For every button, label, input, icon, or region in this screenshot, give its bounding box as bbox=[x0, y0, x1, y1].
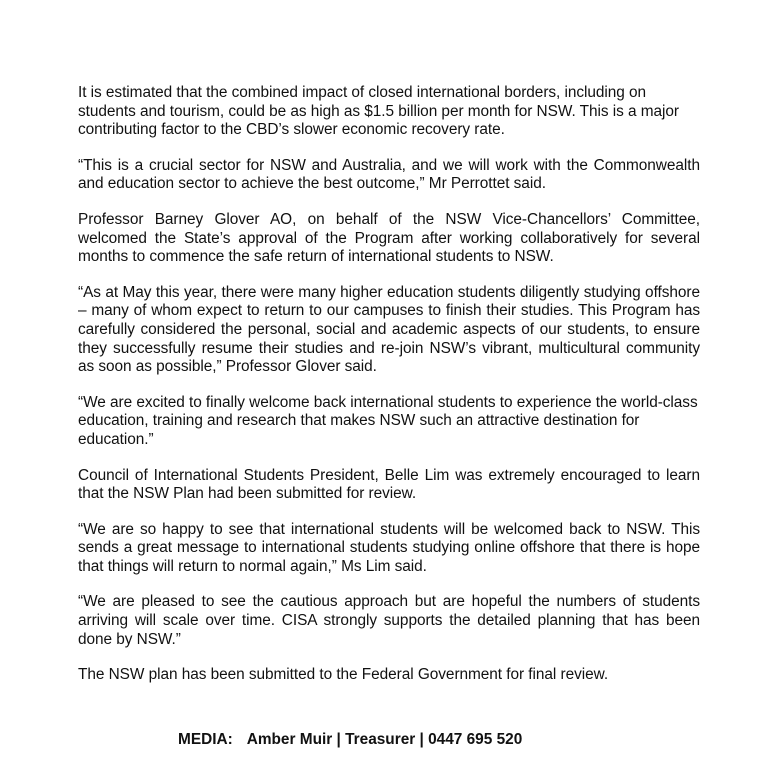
paragraph-glover-quote-continued: “We are excited to finally welcome back international students to experience the world-class education, training and research that makes NSW such an attractive destination for education.” bbox=[78, 393, 698, 448]
paragraph-glover-intro: Professor Barney Glover AO, on behalf of the NSW Vice-Chancellors’ Committee, welcomed the State’s approval of the Program after working collaboratively for several months to commence the safe return of international students to NSW. bbox=[78, 210, 700, 266]
paragraph-lim-intro: Council of International Students President, Belle Lim was extremely encouraged to learn that the NSW Plan had been submitted for review. bbox=[78, 466, 700, 503]
paragraph-glover-quote: “As at May this year, there were many higher education students diligently studying offshore – many of whom expect to return to our campuses to finish their studies. This Program has carefully considered the personal, social and academic aspects of our students, to ensure they successfully resume their studies and re-join NSW’s vibrant, multicultural community as soon as possible,” Professor Glover said. bbox=[78, 283, 700, 376]
media-label: MEDIA: bbox=[178, 731, 233, 748]
media-contact bbox=[178, 731, 522, 749]
paragraph-economic-impact: It is estimated that the combined impact of closed international borders, including on students and tourism, could be as high as $1.5 billion per month for NSW. This is a major contributing factor to the CBD’s slower economic recovery rate. bbox=[78, 84, 679, 139]
paragraph-perrottet-quote: “This is a crucial sector for NSW and Australia, and we will work with the Commonwealth and education sector to achieve the best outcome,” Mr Perrottet said. bbox=[78, 156, 700, 193]
paragraph-lim-quote: “We are so happy to see that international students will be welcomed back to NSW. This sends a great message to international students studying online offshore that there is hope that things will return to normal again,” Ms Lim said. bbox=[78, 520, 700, 575]
media-contact-details: Amber Muir | Treasurer | 0447 695 520 bbox=[246, 731, 523, 748]
paragraph-cisa-quote: “We are pleased to see the cautious approach but are hopeful the numbers of students arriving will scale over time. CISA strongly supports the detailed planning that has been done by NSW.” bbox=[78, 593, 700, 648]
paragraph-plan-submitted: The NSW plan has been submitted to the Federal Government for final review. bbox=[78, 666, 609, 684]
document-body bbox=[78, 84, 700, 702]
